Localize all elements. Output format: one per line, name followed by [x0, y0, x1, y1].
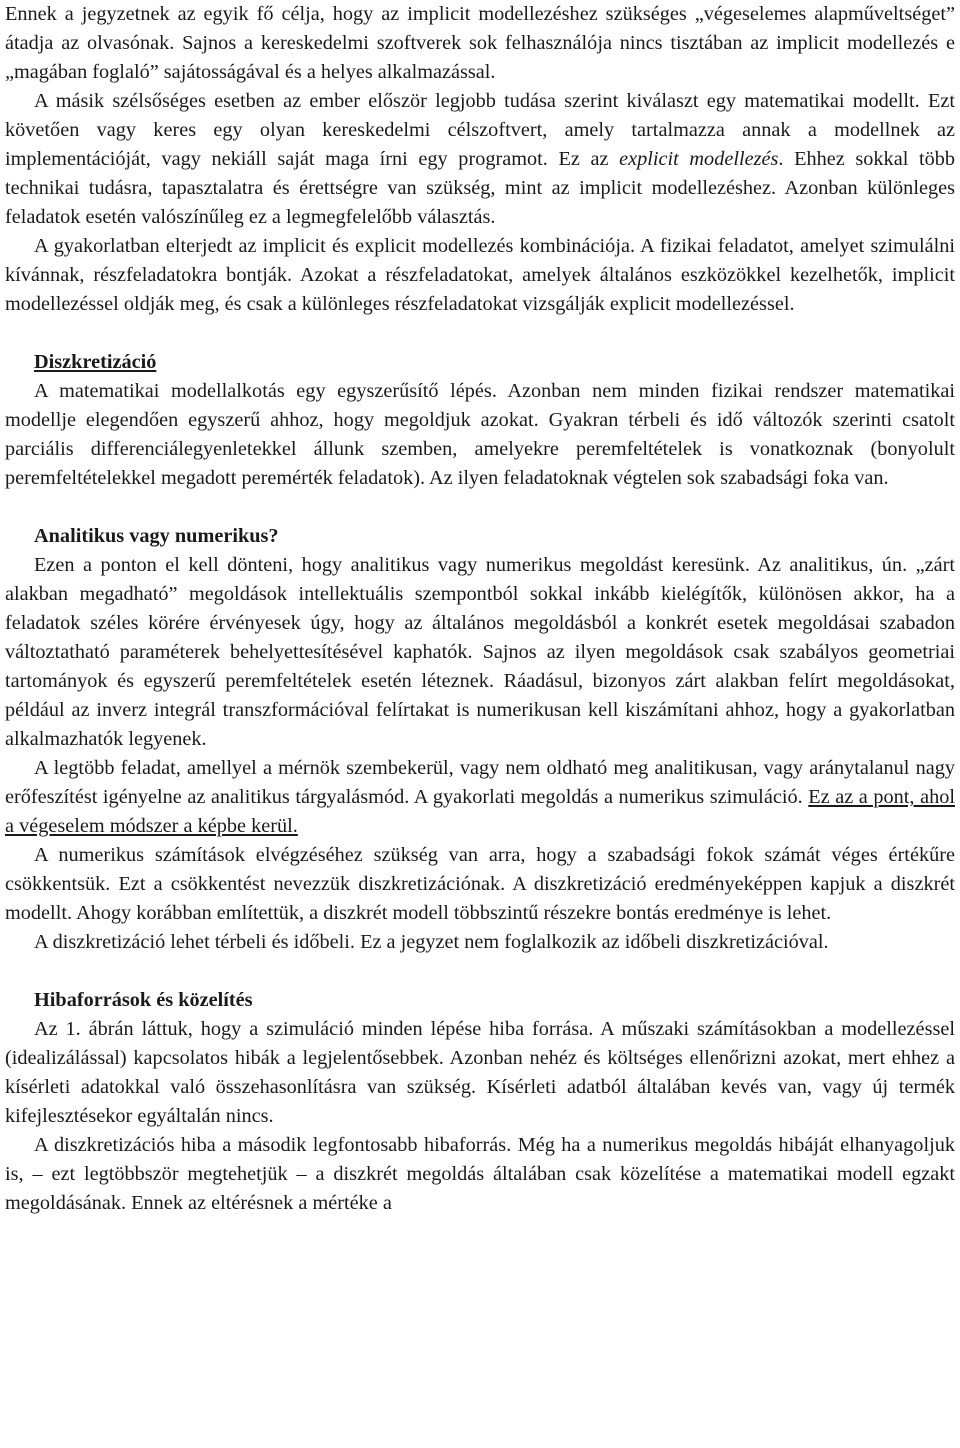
- paragraph-numerical: [5, 754, 955, 841]
- paragraph-discretization-error: A diszkretizációs hiba a második legfontosabb hibaforrás. Még ha a numerikus megoldás hibáját elhanyagoljuk is, – ezt legtöbbször megtehetjük – a diszkrét megoldás általában csak közelítése a matematikai modell egzakt megoldásának. Ennek az eltérésnek a mértéke a: [5, 1134, 955, 1214]
- spacer: [5, 957, 955, 986]
- paragraph-combination: A gyakorlatban elterjedt az implicit és explicit modellezés kombinációja. A fizikai feladatot, amelyet szimulálni kívánnak, részfeladatokra bontják. Azokat a részfeladatokat, amelyek általános eszközökkel kezelhetők, implicit modellezéssel oldják meg, és csak a különleges részfeladatokat vizsgálják explicit modellezéssel.: [5, 235, 955, 315]
- heading-diszkretizacio: Diszkretizáció: [34, 351, 157, 373]
- spacer: [5, 493, 955, 522]
- emphasis-explicit: explicit modellezés: [619, 148, 779, 170]
- text-run: A másik szélsőséges esetben az ember először legjobb tudása szerint kiválaszt egy matematikai modellt. Ezt követően vagy keres egy olyan kereskedelmi célszoftvert, amely tartalmazza annak a modellnek az implementációját, vagy nekiáll saját maga írni egy programot. Ez az: [5, 90, 955, 170]
- paragraph-analytic: Ezen a ponton el kell dönteni, hogy analitikus vagy numerikus megoldást keresünk. Az analitikus, ún. „zárt alakban megadható” megoldások intellektuális szempontból sokkal inkább kielégítők, különösen akkor, ha a feladatok széles körére érvényesek úgy, hogy az általános megoldásból a konkrét esetek megoldásai szabadon változtatható paraméterek behelyettesítésével kaphatók. Sajnos az ilyen megoldások csak szabályos geometriai tartományok és egyszerű peremfeltételek esetén léteznek. Ráadásul, bizonyos zárt alakban felírt megoldásokat, például az inverz integrál transzformációval felírtakat is numerikusan kell kiszámítani ahhoz, hogy a gyakorlatban alkalmazhatók legyenek.: [5, 554, 955, 750]
- paragraph-spatial-temporal: A diszkretizáció lehet térbeli és időbeli. Ez a jegyzet nem foglalkozik az időbeli diszkretizációval.: [34, 931, 829, 953]
- heading-analitikus: Analitikus vagy numerikus?: [34, 525, 279, 547]
- underlined-sentence: Ez az a pont, ahol a végeselem módszer a képbe kerül.: [5, 786, 955, 837]
- heading-hibaforrasok: Hibaforrások és közelítés: [34, 989, 253, 1011]
- paragraph-explicit-modeling: [5, 87, 955, 232]
- paragraph-discretization: A matematikai modellalkotás egy egyszerűsítő lépés. Azonban nem minden fizikai rendszer matematikai modellje elegendően egyszerű ahhoz, hogy megoldjuk azokat. Gyakran térbeli és idő változók szerinti csatolt parciális differenciálegyenletekkel állunk szemben, amelyekre peremfeltételek is vonatkoznak (bonyolult peremfeltételekkel megadott peremérték feladatok). Az ilyen feladatoknak végtelen sok szabadsági foka van.: [5, 380, 955, 489]
- text-run: A legtöbb feladat, amellyel a mérnök szembekerül, vagy nem oldható meg analitikusan, vagy aránytalanul nagy erőfeszítést igényelne az analitikus tárgyalásmód. A gyakorlati megoldás a numerikus szimuláció.: [5, 757, 955, 808]
- paragraph-error-sources: Az 1. ábrán láttuk, hogy a szimuláció minden lépése hiba forrása. A műszaki számításokban a modellezéssel (idealizálással) kapcsolatos hibák a legjelentősebbek. Azonban nehéz és költséges ellenőrizni azokat, mert ehhez a kísérleti adatokkal való összehasonlításra van szükség. Kísérleti adatból általában kevés van, vagy új termék kifejlesztésekor egyáltalán nincs.: [5, 1018, 955, 1127]
- paragraph-implicit-intro: Ennek a jegyzetnek az egyik fő célja, hogy az implicit modellezéshez szükséges „végeselemes alapműveltséget” átadja az olvasónak. Sajnos a kereskedelmi szoftverek sok felhasználója nincs tisztában az implicit modellezés e „magában foglaló” sajátosságával és a helyes alkalmazással.: [5, 3, 955, 83]
- paragraph-dof-reduction: A numerikus számítások elvégzéséhez szükség van arra, hogy a szabadsági fokok számát véges értékűre csökkentsük. Ezt a csökkentést nevezzük diszkretizációnak. A diszkretizáció eredményeképpen kapjuk a diszkrét modellt. Ahogy korábban említettük, a diszkrét modell többszintű részekre bontás eredménye is lehet.: [5, 844, 955, 924]
- spacer: [5, 319, 955, 348]
- text-run: . Ehhez sokkal több technikai tudásra, tapasztalatra és érettségre van szükség, mint az implicit modellezéshez. Azonban különleges feladatok esetén valószínűleg ez a legmegfelelőbb választás.: [5, 148, 956, 228]
